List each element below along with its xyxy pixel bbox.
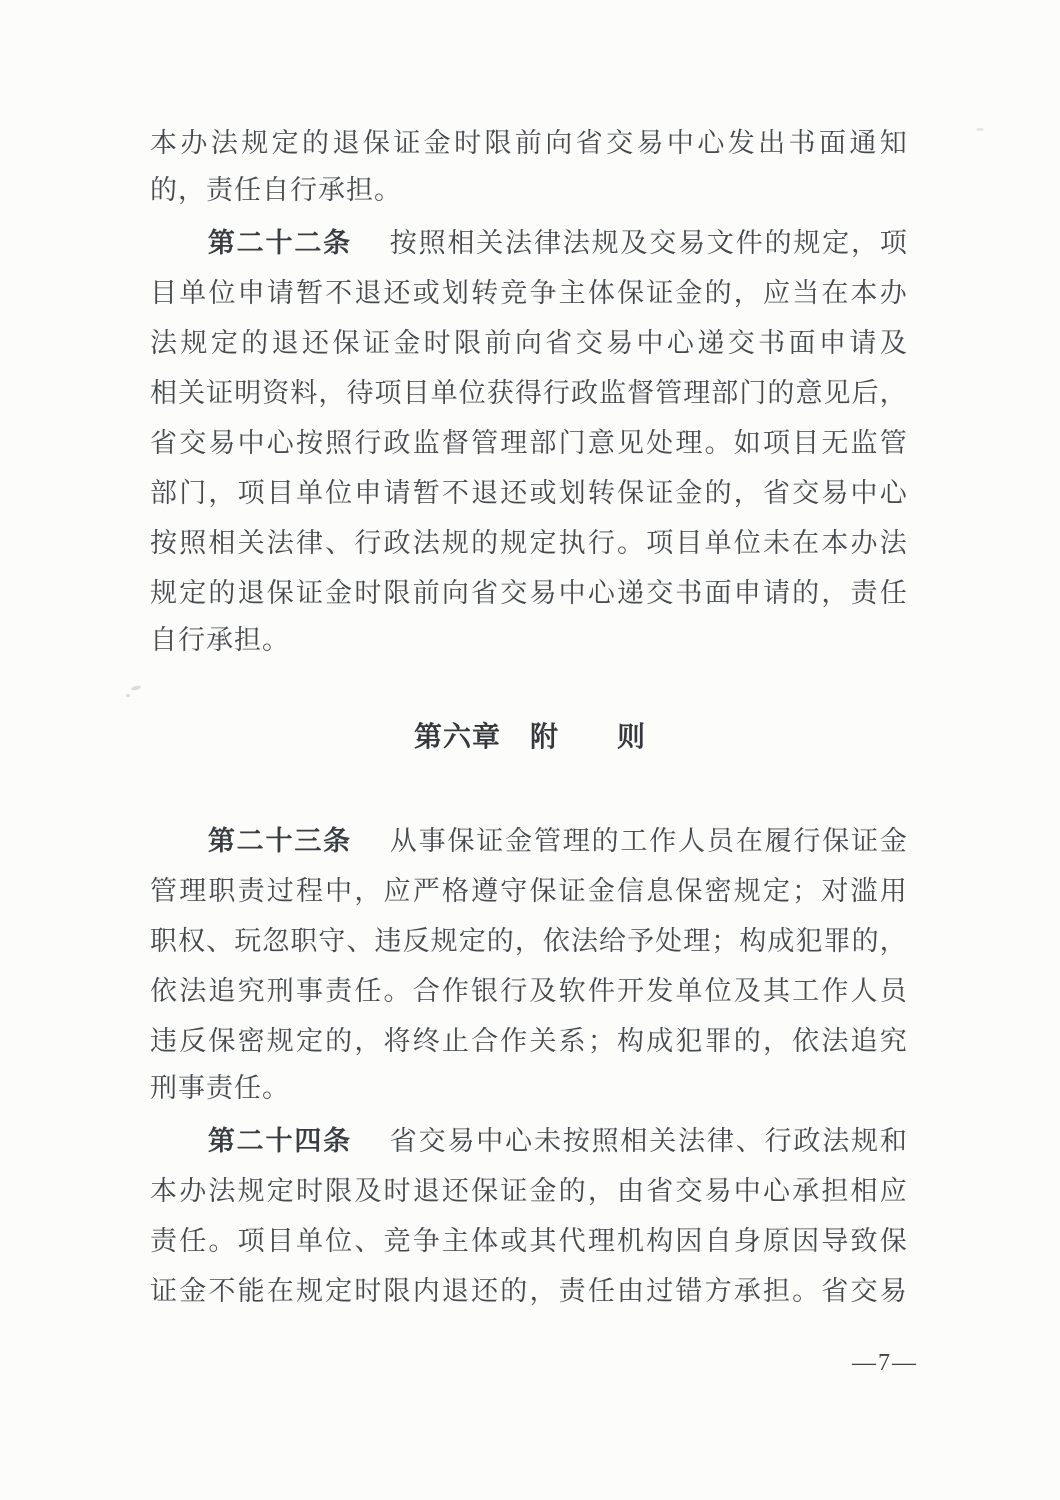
text-line: 目 单 位 申 请 暂 不 退 还 或 划 转 竞 争 主 体 保 证 金 的 ， 应 当 在 本 办 bbox=[150, 277, 907, 308]
text-line: 法 规 定 的 退 还 保 证 金 时 限 前 向 省 交 易 中 心 递 交 书 面 申 请 及 bbox=[150, 327, 907, 358]
text-line: 证 金 不 能 在 规 定 时 限 内 退 还 的 ， 责 任 由 过 错 方 承 担 。 省 交 易 bbox=[150, 1275, 907, 1306]
text-line: 的，责任自行承担。 bbox=[150, 175, 402, 205]
scan-speckle bbox=[126, 694, 130, 697]
scan-speckle bbox=[976, 128, 984, 131]
text-line: 省 交 易 中 心 按 照 行 政 监 督 管 理 部 门 意 见 处 理 。 如 项 目 无 监 管 bbox=[150, 427, 907, 458]
paragraph-block-appendix bbox=[150, 813, 907, 1313]
paragraph-block-continuation bbox=[150, 115, 907, 665]
text-line: 责 任 。 项 目 单 位 、 竞 争 主 体 或 其 代 理 机 构 因 自 身 原 因 导 致 保 bbox=[150, 1225, 907, 1256]
text-line: 第 二 十 四 条 省 交 易 中 心 未 按 照 相 关 法 律 、 行 政 法 规 和 bbox=[150, 1113, 907, 1163]
text-line: 违 反 保 密 规 定 的 ， 将 终 止 合 作 关 系 ； 构 成 犯 罪 的 ， 依 法 追 究 bbox=[150, 1025, 907, 1056]
text-line: 刑事责任。 bbox=[150, 1073, 290, 1103]
text-line: 部 门 ， 项 目 单 位 申 请 暂 不 退 还 或 划 转 保 证 金 的 ， 省 交 易 中 心 bbox=[150, 477, 907, 508]
text-line: 依 法 追 究 刑 事 责 任 。 合 作 银 行 及 软 件 开 发 单 位 及 其 工 作 人 员 bbox=[150, 975, 907, 1006]
text-line: 本 办 法 规 定 时 限 及 时 退 还 保 证 金 的 ， 由 省 交 易 中 心 承 担 相 应 bbox=[150, 1175, 907, 1206]
paragraph-indent bbox=[150, 240, 206, 241]
term-gap bbox=[352, 1138, 388, 1139]
term-gap bbox=[352, 240, 388, 241]
text-line: 职 权 、 玩 忽 职 守 、 违 反 规 定 的 ， 依 法 给 予 处 理 ； 构 成 犯 罪 的 ， bbox=[150, 925, 907, 956]
paragraph-indent bbox=[150, 838, 206, 839]
text-line: 相 关 证 明 资 料 ， 待 项 目 单 位 获 得 行 政 监 督 管 理 部 门 的 意 见 后 ， bbox=[150, 377, 907, 408]
text-line: 第 二 十 三 条 从 事 保 证 金 管 理 的 工 作 人 员 在 履 行 保 证 金 bbox=[150, 813, 907, 863]
text-line: 本 办 法 规 定 的 退 保 证 金 时 限 前 向 省 交 易 中 心 发 出 书 面 通 知 bbox=[150, 127, 907, 158]
text-line: 按 照 相 关 法 律 、 行 政 法 规 的 规 定 执 行 。 项 目 单 位 未 在 本 办 法 bbox=[150, 527, 907, 558]
text-line: 管 理 职 责 过 程 中 ， 应 严 格 遵 守 保 证 金 信 息 保 密 规 定 ； 对 滥 用 bbox=[150, 875, 907, 906]
text-line: 第 二 十 二 条 按 照 相 关 法 律 法 规 及 交 易 文 件 的 规 定 ， 项 bbox=[150, 215, 907, 265]
paragraph-indent bbox=[150, 1138, 206, 1139]
term-gap bbox=[352, 838, 388, 839]
chapter-heading: 第六章 附 则 bbox=[413, 722, 646, 753]
text-line: 规 定 的 退 保 证 金 时 限 前 向 省 交 易 中 心 递 交 书 面 申 请 的 ， 责 任 bbox=[150, 577, 907, 608]
page-number: —7— bbox=[852, 1350, 918, 1376]
scan-speckle bbox=[131, 685, 142, 691]
text-line: 自行承担。 bbox=[150, 625, 290, 655]
